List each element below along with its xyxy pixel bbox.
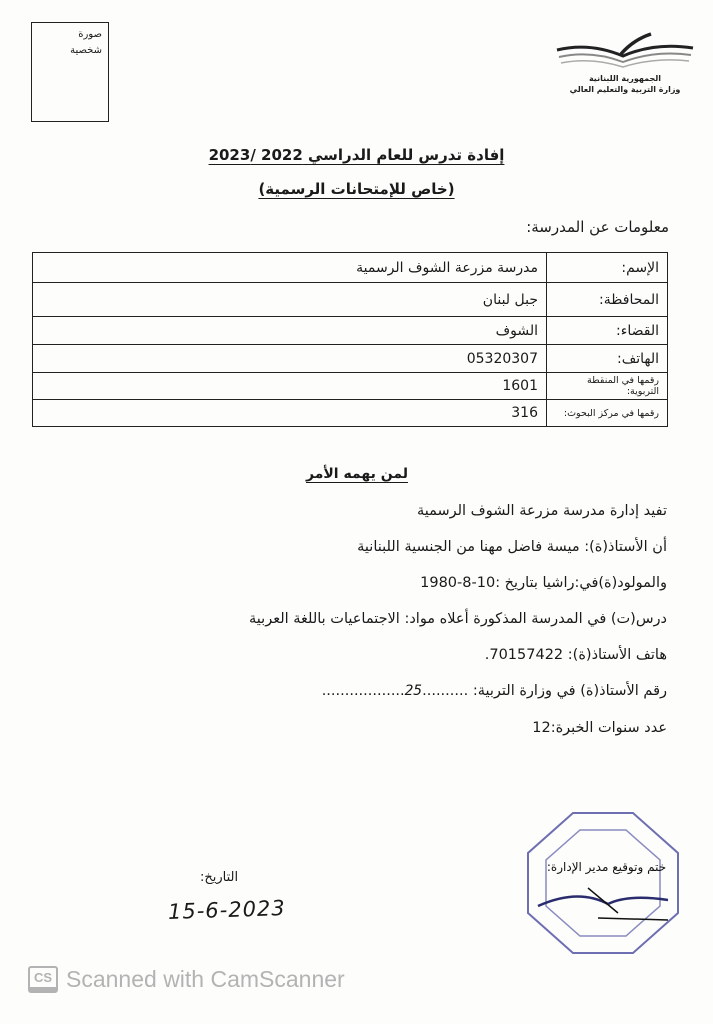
- row-value-research-center-number: 316: [33, 400, 547, 427]
- table-row: [33, 317, 668, 345]
- camscanner-logo-icon: CS: [28, 966, 58, 993]
- photo-label-line1: صورة: [78, 29, 102, 40]
- stamp-octagon-icon: [518, 808, 688, 958]
- letter-line-ministry-number: رقم الأستاذ(ة) في وزارة التربية: ..........25..................: [321, 683, 667, 699]
- ministry-logo: [555, 32, 695, 100]
- row-value-phone: 05320307: [33, 345, 547, 373]
- letter-line-school: تفيد إدارة مدرسة مزرعة الشوف الرسمية: [416, 503, 667, 519]
- camscanner-watermark: [28, 966, 345, 993]
- letter-line-teacher: أن الأستاذ(ة): ميسة فاضل مهنا من الجنسية اللبنانية: [357, 539, 667, 555]
- table-row: [33, 373, 668, 400]
- stamp-signature-label: ختم وتوقيع مدير الإدارة:: [546, 860, 667, 874]
- row-label-name: الإسم:: [547, 253, 668, 283]
- row-value-name: مدرسة مزرعة الشوف الرسمية: [33, 253, 547, 283]
- row-label-edu-zone-number: رقمها في المنقطة التربوية:: [547, 373, 668, 400]
- ministry-number-handwritten: 25: [404, 683, 423, 699]
- row-value-edu-zone-number: 1601: [33, 373, 547, 400]
- table-row: [33, 253, 668, 283]
- row-label-district: القضاء:: [547, 317, 668, 345]
- date-handwritten: 15-6-2023: [167, 895, 287, 925]
- logo-republic-text: الجمهورية اللبنانية: [588, 74, 662, 83]
- logo-ministry-text: وزارة التربية والتعليم العالي: [569, 85, 681, 94]
- row-value-district: الشوف: [33, 317, 547, 345]
- photo-label-line2: شخصية: [70, 45, 102, 56]
- date-label: التاريخ:: [200, 870, 239, 885]
- school-info-heading: معلومات عن المدرسة:: [526, 218, 669, 236]
- watermark-text: Scanned with CamScanner: [66, 966, 345, 992]
- official-stamp: [518, 808, 688, 958]
- letter-line-subjects: درس(ت) في المدرسة المذكورة أعلاه مواد: الاجتماعيات باللغة العربية: [249, 611, 667, 627]
- table-row: [33, 400, 668, 427]
- row-label-phone: الهاتف:: [547, 345, 668, 373]
- document-subtitle: (خاص للإمتحانات الرسمية): [258, 180, 455, 198]
- document-title: إفادة تدرس للعام الدراسي 2022 /2023: [208, 146, 505, 164]
- row-value-governorate: جبل لبنان: [33, 283, 547, 317]
- letter-line-birth: والمولود(ة)في:راشيا بتاريخ :10-8-1980: [420, 575, 667, 591]
- letter-line-experience: عدد سنوات الخبرة:12: [532, 720, 667, 736]
- row-label-research-center-number: رقمها في مركز البحوث:: [547, 400, 668, 427]
- letter-line-teacher-phone: هاتف الأستاذ(ة): 70157422.: [484, 647, 667, 663]
- row-label-governorate: المحافظة:: [547, 283, 668, 317]
- open-book-icon: [555, 32, 695, 72]
- photo-placeholder-box: [31, 22, 109, 122]
- table-row: [33, 283, 668, 317]
- to-whom-heading: لمن يهمه الأمر: [306, 466, 408, 482]
- table-row: [33, 345, 668, 373]
- school-info-table: [32, 252, 668, 427]
